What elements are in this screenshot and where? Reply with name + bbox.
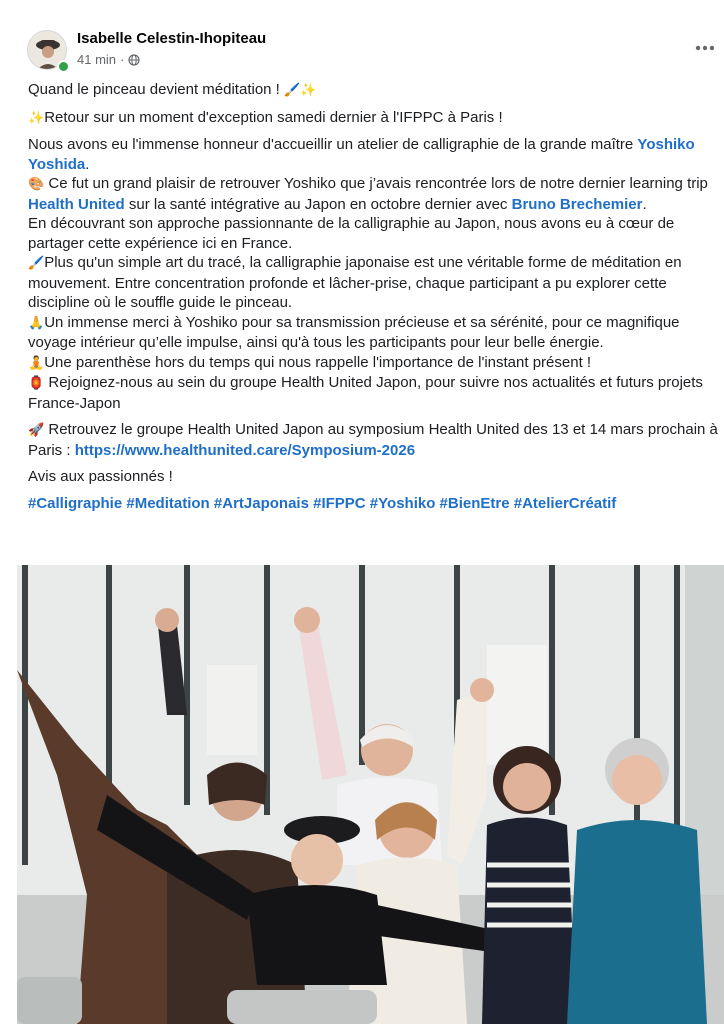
mention-yoshiko-yoshida[interactable]: Yoshiko Yoshida	[28, 136, 695, 173]
paragraph-text: Rejoignez-nous au sein du groupe Health United Japon, pour suivre nos actualités et futurs projets France-Japon	[28, 374, 703, 412]
symposium-paragraph	[28, 420, 720, 460]
post-meta	[77, 52, 140, 67]
hashtag-link[interactable]: #IFPPC	[313, 494, 366, 512]
paragraph-text: .	[642, 195, 647, 213]
paragraph-text: Une parenthèse hors du temps qui nous rappelle l'importance de l'instant présent !	[44, 353, 592, 371]
retour-text: Retour sur un moment d'exception samedi dernier à l'IFPPC à Paris !	[44, 108, 503, 126]
hashtag-link[interactable]: #Yoshiko	[369, 494, 436, 512]
lantern-emoji: 🏮	[28, 376, 45, 391]
hashtag-link[interactable]: #BienEtre	[439, 494, 510, 512]
hashtags	[28, 494, 720, 514]
main-paragraph	[28, 135, 720, 413]
sparkle-emoji: ✨	[28, 110, 45, 126]
author-name[interactable]: Isabelle Celestin-Ihopiteau	[77, 30, 267, 47]
globe-icon[interactable]	[128, 54, 140, 66]
paragraph-text: sur la santé intégrative au Japon en octobre dernier avec	[128, 195, 508, 213]
post-header	[0, 0, 724, 80]
hashtag-link[interactable]: #Calligraphie	[28, 494, 123, 512]
paragraph-text: En découvrant son approche passionnante de la calligraphie au Japon, nous avons eu à cœur de partager cette expérience ici en France.	[28, 215, 675, 252]
paragraph-text: Retrouvez le groupe Health United Japon au symposium Health United des 13 et 14 mars prochain à Paris :	[28, 421, 718, 459]
post-photo[interactable]	[17, 565, 724, 1024]
post-title-line	[28, 80, 720, 101]
paragraph-text: .	[85, 155, 90, 173]
mention-health-united[interactable]: Health United	[28, 195, 125, 213]
paragraph-text: Plus qu'un simple art du tracé, la calligraphie japonaise est une véritable forme de méditation en mouvement. Entre concentration profonde et lâcher-prise, chaque participant a pu explorer cette discipline où le souffle guide le pinceau.	[28, 254, 682, 311]
meditate-emoji: 🧘	[28, 355, 45, 371]
post-time[interactable]: 41 min	[77, 52, 117, 67]
symposium-link[interactable]: https://www.healthunited.care/Symposium-2026	[74, 441, 416, 459]
meta-separator: ·	[120, 52, 125, 67]
hashtag-link[interactable]: #AtelierCréatif	[513, 494, 617, 512]
hashtag-link[interactable]: #ArtJaponais	[213, 494, 309, 512]
more-options-icon	[695, 45, 715, 51]
post-title: Quand le pinceau devient méditation !	[28, 81, 280, 98]
paragraph-text: Un immense merci à Yoshiko pour sa transmission précieuse et sa sérénité, pour ce magnifique voyage intérieur qu’elle impulse, ainsi qu'à tous les participants pour leur belle énergie.	[28, 313, 680, 351]
brush-emoji: 🖌️	[28, 256, 45, 271]
online-status-icon	[57, 60, 70, 73]
rocket-emoji: 🚀	[28, 423, 45, 438]
brush-sparkle-emoji: 🖌️✨	[284, 83, 317, 98]
retour-line	[28, 108, 720, 129]
hashtag-link[interactable]: #Meditation	[126, 494, 210, 512]
paragraph-text: Nous avons eu l'immense honneur d'accueillir un atelier de calligraphie de la grande maître	[28, 136, 634, 153]
closing-line: Avis aux passionnés !	[28, 468, 173, 485]
post-body	[28, 80, 720, 513]
paragraph-text: Ce fut un grand plaisir de retrouver Yoshiko que j’avais rencontrée lors de notre dernier learning trip	[44, 175, 708, 192]
mention-bruno-brechemier[interactable]: Bruno Brechemier	[511, 195, 643, 213]
pray-emoji: 🙏	[28, 315, 45, 331]
more-options-button[interactable]	[690, 36, 720, 60]
palette-emoji: 🎨	[28, 177, 45, 192]
